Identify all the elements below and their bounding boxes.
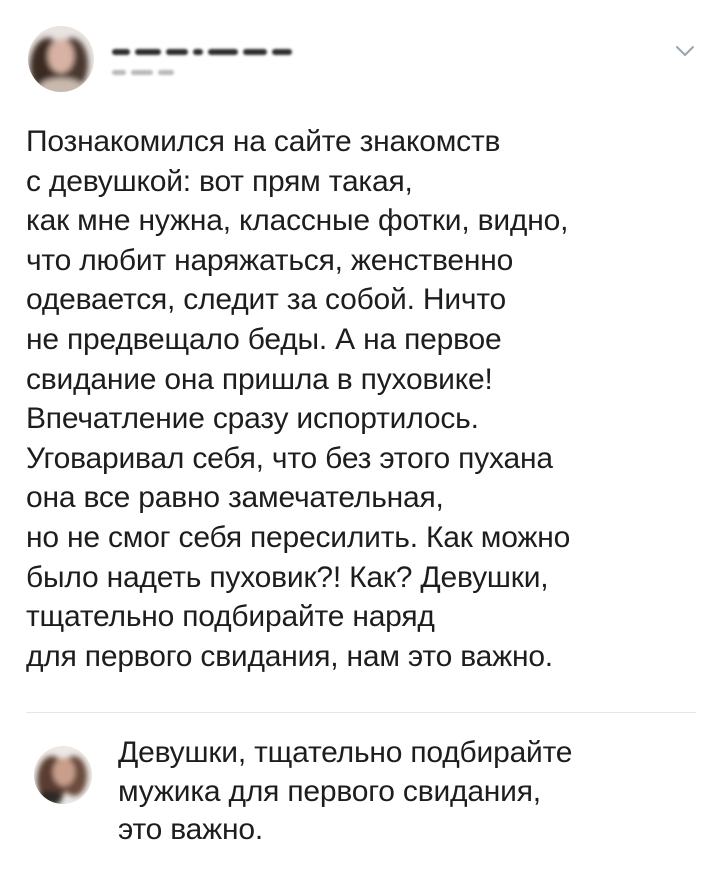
reply-avatar-image [34,746,92,804]
avatar-image [28,26,94,92]
divider [26,712,696,713]
post-text-line: одевается, следит за собой. Ничто [26,283,507,317]
post-text-line: Впечатление сразу испортилось. [26,402,479,436]
post-header [24,22,704,94]
post-body-text [26,122,696,676]
post-text-line: тщательно подбирайте наряд [26,600,435,634]
reply-text-line: это важно. [118,813,264,847]
post-text-line: было надеть пуховик?! Как? Девушки, [26,560,549,594]
reply-body-text [118,734,698,850]
post-text-line: не предвещало беды. А на первое [26,322,502,356]
post-text-line: для первого свидания, нам это важно. [26,639,553,673]
post-text-line: она все равно замечательная, [26,481,444,515]
reply-author-avatar[interactable] [34,746,92,804]
author-name-obscured [112,42,312,56]
author-info-obscured[interactable] [112,34,372,84]
reply-text-line: мужика для первого свидания, [118,774,541,808]
post-text-line: Уговаривал себя, что без этого пухана [26,441,553,475]
post-menu-button[interactable] [672,40,698,62]
post-text-line: но не смог себя пересилить. Как можно [26,520,571,554]
author-handle-obscured [112,62,192,76]
post-text-line: с девушкой: вот прям такая, [26,164,413,198]
post-text-line: свидание она пришла в пуховике! [26,362,493,396]
post-text-line: что любит наряжаться, женственно [26,243,514,277]
post-text-line: как мне нужна, классные фотки, видно, [26,204,569,238]
author-avatar[interactable] [28,26,94,92]
reply-text-line: Девушки, тщательно подбирайте [118,736,573,769]
chevron-down-icon [672,40,698,62]
post-text-line: Познакомился на сайте знакомств [26,125,501,158]
